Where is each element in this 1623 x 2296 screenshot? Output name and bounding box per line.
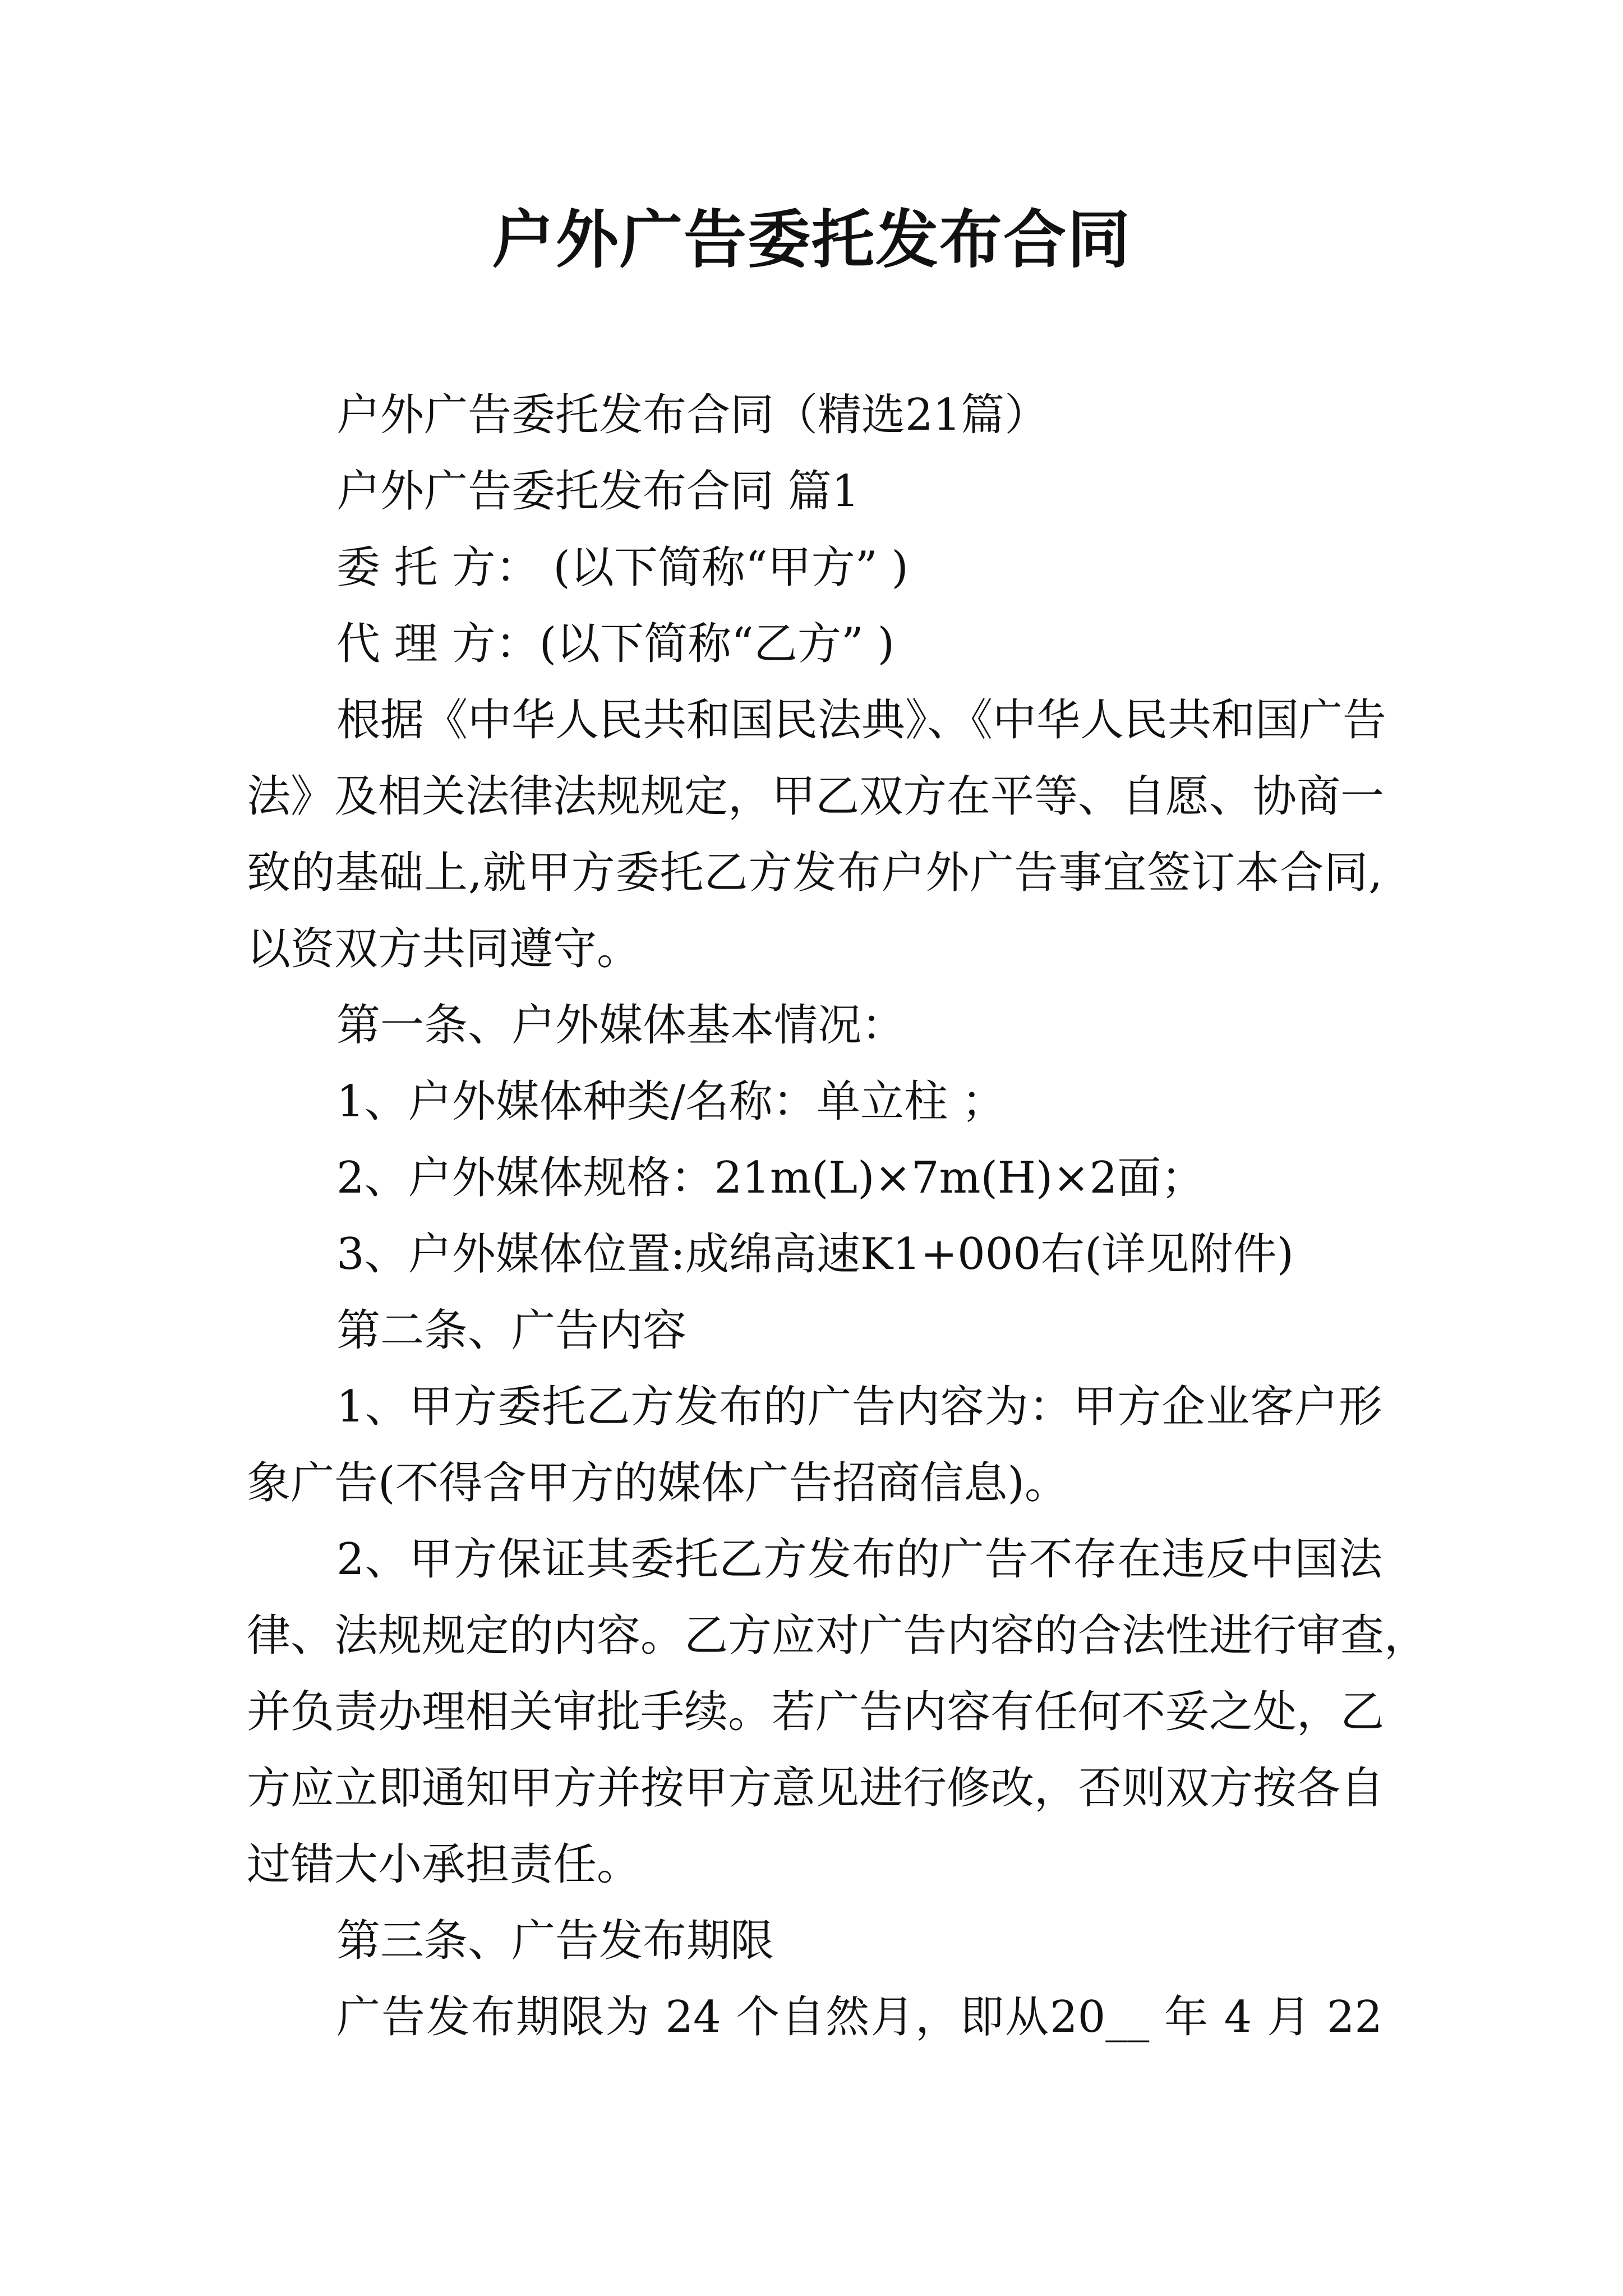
paragraph-line: 象广告(不得含甲方的媒体广告招商信息)。 [247,1458,1068,1508]
article-heading: 第二条、广告内容 [336,1305,687,1356]
paragraph-line: 1、甲方委托乙方发布的广告内容为：甲方企业客户形 [336,1382,1382,1432]
party-a-line: 委 托 方： (以下简称“甲方” ) [336,542,909,593]
paragraph-line: 广告发布期限为 24 个自然月，即从20__ 年 4 月 22 [336,1992,1382,2042]
paragraph-line: 律、法规规定的内容。乙方应对广告内容的合法性进行审查， [247,1611,1428,1661]
article-heading: 第三条、广告发布期限 [336,1916,774,1966]
paragraph-line: 以资双方共同遵守。 [247,924,641,974]
paragraph-line: 法》及相关法律法规规定，甲乙双方在平等、自愿、协商一 [247,771,1385,822]
list-item: 2、户外媒体规格：21m(L)×7m(H)×2面； [336,1153,1205,1203]
paragraph-line: 方应立即通知甲方并按甲方意见进行修改，否则双方按各自 [247,1763,1385,1814]
party-b-line: 代 理 方：(以下简称“乙方” ) [336,619,895,669]
document-title: 户外广告委托发布合同 [492,203,1131,277]
article-heading: 第一条、户外媒体基本情况： [336,1000,906,1051]
list-item: 3、户外媒体位置:成绵高速K1+000右(详见附件) [336,1229,1294,1280]
subtitle-line: 户外广告委托发布合同（精选21篇） [336,390,1049,440]
paragraph-line: 过错大小承担责任。 [247,1839,641,1890]
paragraph-line: 2、甲方保证其委托乙方发布的广告不存在违反中国法 [336,1534,1382,1585]
paragraph-line: 致的基础上,就甲方委托乙方发布户外广告事宜签订本合同, [247,848,1382,898]
paragraph-line: 根据《中华人民共和国民法典》、《中华人民共和国广告 [336,695,1387,746]
paragraph-line: 并负责办理相关审批手续。若广告内容有任何不妥之处，乙 [247,1687,1385,1737]
section-heading: 户外广告委托发布合同 篇1 [336,466,860,517]
list-item: 1、户外媒体种类/名称：单立柱 ； [336,1076,1006,1127]
